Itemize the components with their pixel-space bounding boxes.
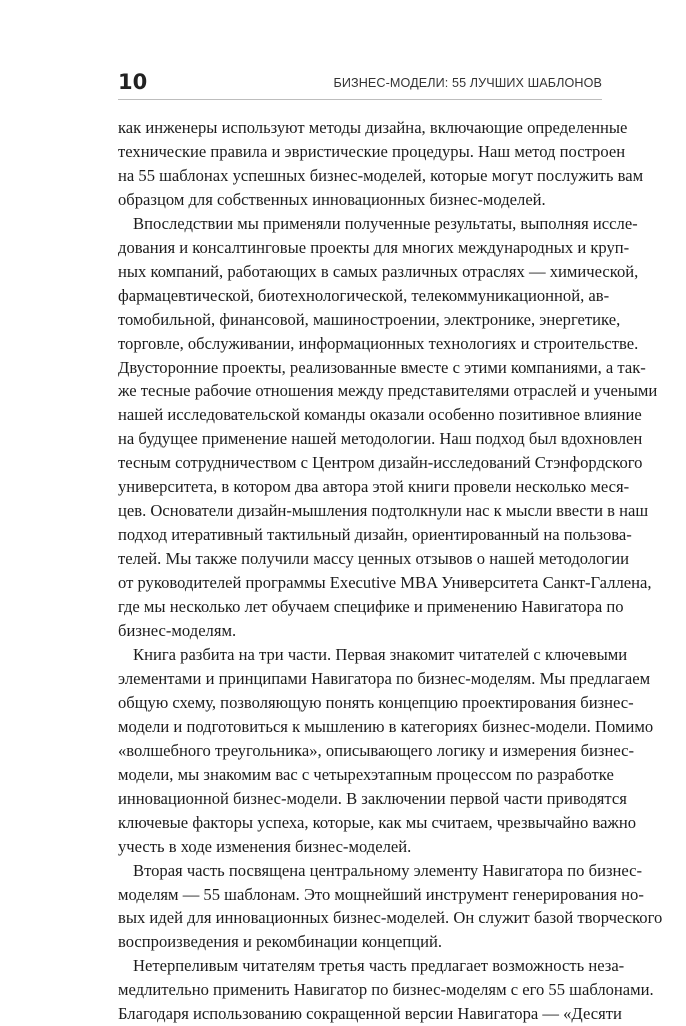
body-text — [118, 116, 663, 1026]
text-line: томобильной, финансовой, машиностроении, электронике, энергетике, — [118, 309, 621, 329]
text-line: где мы несколько лет обучаем специфике и применению Навигатора по — [118, 597, 624, 617]
text-line: Книга разбита на три части. Первая знакомит читателей с ключевыми — [133, 644, 628, 664]
text-line: воспроизведения и рекомбинации концепций. — [118, 932, 442, 952]
text-line: образцом для собственных инновационных бизнес-моделей. — [118, 189, 546, 209]
text-line: на будущее применение нашей методологии. Наш подход был вдохновлен — [118, 429, 643, 449]
running-header: БИЗНЕС-МОДЕЛИ: 55 ЛУЧШИХ ШАБЛОНОВ — [333, 76, 602, 90]
text-line: нашей исследовательской команды оказали особенно позитивное влияние — [118, 405, 642, 425]
paragraph — [118, 954, 654, 1026]
paragraph — [118, 116, 644, 212]
paragraph — [118, 859, 663, 955]
page-number: 10 — [118, 70, 148, 94]
text-line: технические правила и эвристические процедуры. Наш метод построен — [118, 141, 626, 161]
text-line: модели и подготовиться к мышлению в категориях бизнес-модели. Помимо — [118, 716, 654, 736]
text-line: телей. Мы также получили массу ценных отзывов о нашей методологии — [118, 549, 629, 569]
text-line: бизнес-моделям. — [118, 621, 237, 641]
text-line: вых идей для инновационных бизнес-моделей. Он служит базой творческого — [118, 908, 663, 928]
text-line: Впоследствии мы применяли полученные результаты, выполняя иссле- — [133, 213, 638, 233]
text-line: Вторая часть посвящена центральному элементу Навигатора по бизнес- — [133, 860, 643, 880]
text-line: Благодаря использованию сокращенной версии Навигатора — «Десяти — [118, 1004, 622, 1024]
text-line: модели, мы знакомим вас с четырехэтапным процессом по разработке — [118, 764, 614, 784]
text-line: медлительно применить Навигатор по бизнес-моделям с его 55 шаблонами. — [118, 980, 654, 1000]
text-line: дования и консалтинговые проекты для многих международных и круп- — [118, 237, 630, 257]
text-line: на 55 шаблонах успешных бизнес-моделей, которые могут послужить вам — [118, 165, 644, 185]
text-line: ных компаний, работающих в самых различных отраслях — химической, — [118, 261, 639, 281]
text-line: как инженеры используют методы дизайна, включающие определенные — [118, 118, 628, 137]
text-line: от руководителей программы Executive MBA Университета Санкт-Галлена, — [118, 573, 652, 593]
text-line: Нетерпеливым читателям третья часть предлагает возможность неза- — [133, 956, 625, 976]
text-line: фармацевтической, биотехнологической, телекоммуникационной, ав- — [118, 285, 610, 305]
text-line: университета, в котором два автора этой книги провели несколько меся- — [118, 477, 630, 497]
text-line: цев. Основатели дизайн-мышления подтолкнули нас к мысли ввести в наш — [118, 501, 649, 521]
text-line: ключевые факторы успеха, которые, как мы считаем, чрезвычайно важно — [118, 812, 637, 832]
text-line: моделям — 55 шаблонам. Это мощнейший инструмент генерирования но- — [118, 884, 644, 904]
text-line: тесным сотрудничеством с Центром дизайн-исследований Стэнфордского — [118, 453, 643, 473]
text-line: общую схему, позволяющую понять концепцию проектирования бизнес- — [118, 692, 634, 712]
text-line: инновационной бизнес-модели. В заключении первой части приводятся — [118, 788, 627, 808]
text-line: учесть в ходе изменения бизнес-моделей. — [118, 836, 412, 856]
paragraph — [118, 643, 654, 859]
text-line: подход итеративный тактильный дизайн, ориентированный на пользова- — [118, 525, 632, 545]
header-divider — [118, 99, 602, 100]
text-line: элементами и принципами Навигатора по бизнес-моделям. Мы предлагаем — [118, 668, 651, 688]
text-line: «волшебного треугольника», описывающего логику и измерения бизнес- — [118, 740, 635, 760]
paragraph — [118, 212, 658, 643]
text-line: же тесные рабочие отношения между представителями отраслей и учеными — [118, 381, 658, 401]
text-line: торговле, обслуживании, информационных технологиях и строительстве. — [118, 333, 639, 353]
text-line: Двусторонние проекты, реализованные вместе с этими компаниями, а так- — [118, 357, 646, 377]
